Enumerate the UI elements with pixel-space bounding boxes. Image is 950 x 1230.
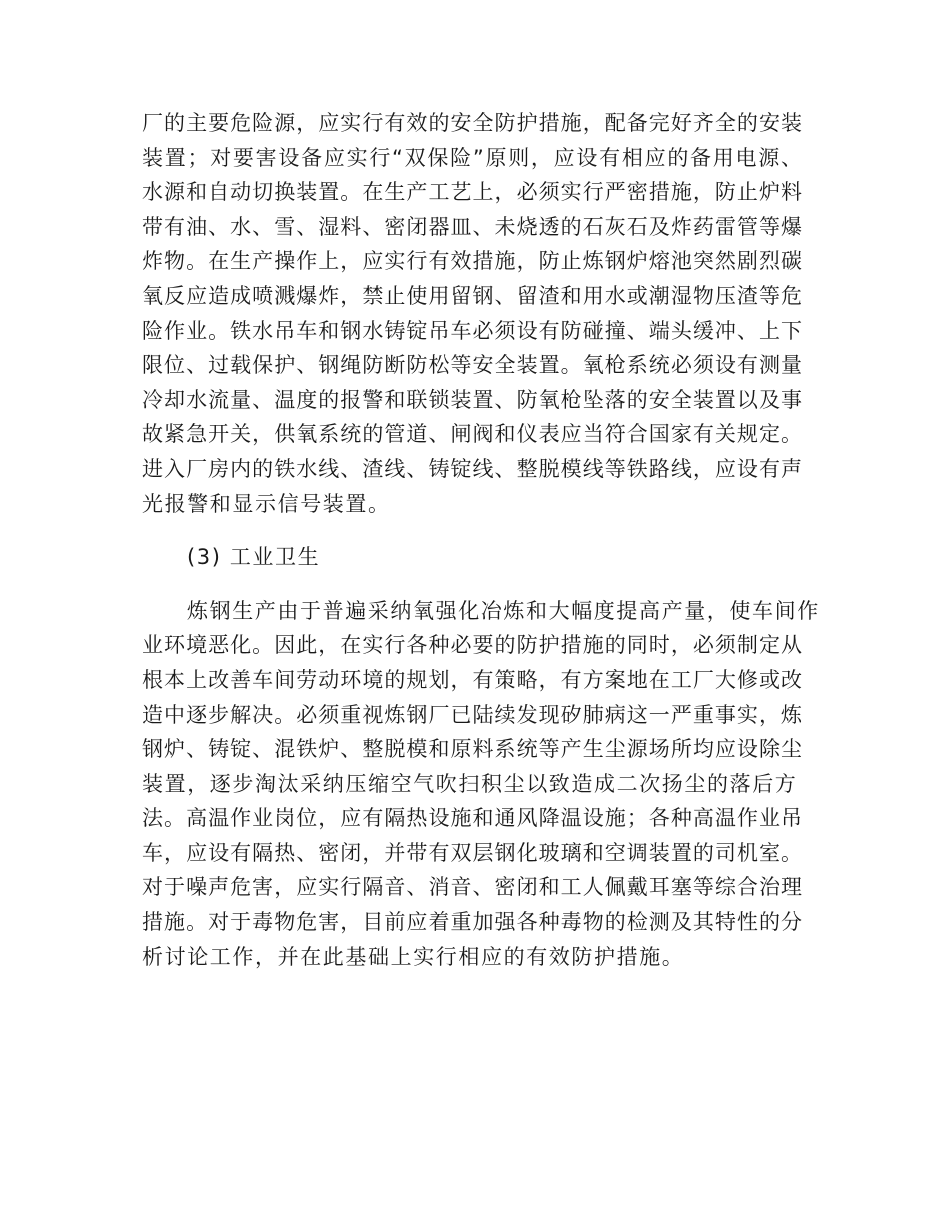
text-line: 光报警和显示信号装置。 [142,491,391,516]
section-heading: (3) 工业卫生 [187,545,321,570]
text-line: 造中逐步解决。必须重视炼钢厂已陆续发现矽肺病这一严重事实，炼 [142,702,802,727]
text-line: 炸物。在生产操作上，应实行有效措施，防止炼钢炉熔池突然剧烈碳 [142,249,802,274]
document-body [142,106,820,974]
text-line: 钢炉、铸锭、混铁炉、整脱模和原料系统等产生尘源场所均应设除尘 [142,737,802,762]
text-line: 炼钢生产由于普遍采纳氧强化冶炼和大幅度提高产量，使车间作 [187,598,820,623]
text-line: 对于噪声危害，应实行隔音、消音、密闭和工人佩戴耳塞等综合治理 [142,875,802,900]
text-line: 带有油、水、雪、湿料、密闭器皿、未烧透的石灰石及炸药雷管等爆 [142,214,802,239]
paragraph-2 [142,594,820,975]
text-line: 法。高温作业岗位，应有隔热设施和通风降温设施；各种高温作业吊 [142,806,802,831]
text-line: 冷却水流量、温度的报警和联锁装置、防氧枪坠落的安全装置以及事 [142,387,802,412]
text-line: 装置；对要害设备应实行“双保险”原则，应设有相应的备用电源、 [142,145,802,170]
text-line: 水源和自动切换装置。在生产工艺上，必须实行严密措施，防止炉料 [142,180,802,205]
text-line: 险作业。铁水吊车和钢水铸锭吊车必须设有防碰撞、端头缓冲、上下 [142,318,802,343]
text-line: 措施。对于毒物危害，目前应着重加强各种毒物的检测及其特性的分 [142,910,802,935]
text-line: 进入厂房内的铁水线、渣线、铸锭线、整脱模线等铁路线，应设有声 [142,456,802,481]
text-line: 装置，逐步淘汰采纳压缩空气吹扫积尘以致造成二次扬尘的落后方 [142,771,798,796]
text-line: 故紧急开关，供氧系统的管道、闸阀和仪表应当符合国家有关规定。 [142,422,802,447]
text-line: 限位、过载保护、钢绳防断防松等安全装置。氧枪系统必须设有测量 [142,353,802,378]
text-line: 车，应设有隔热、密闭，并带有双层钢化玻璃和空调装置的司机室。 [142,840,802,865]
text-line: 氧反应造成喷溅爆炸，禁止使用留钢、留渣和用水或潮湿物压渣等危 [142,283,802,308]
paragraph-1 [142,106,802,521]
text-line: 厂的主要危险源，应实行有效的安全防护措施，配备完好齐全的安装 [142,111,802,135]
text-line: 根本上改善车间劳动环境的规划，有策略，有方案地在工厂大修或改 [142,667,802,692]
text-line: 析讨论工作，并在此基础上实行相应的有效防护措施。 [142,944,685,969]
text-line: 业环境恶化。因此，在实行各种必要的防护措施的同时，必须制定从 [142,633,802,658]
